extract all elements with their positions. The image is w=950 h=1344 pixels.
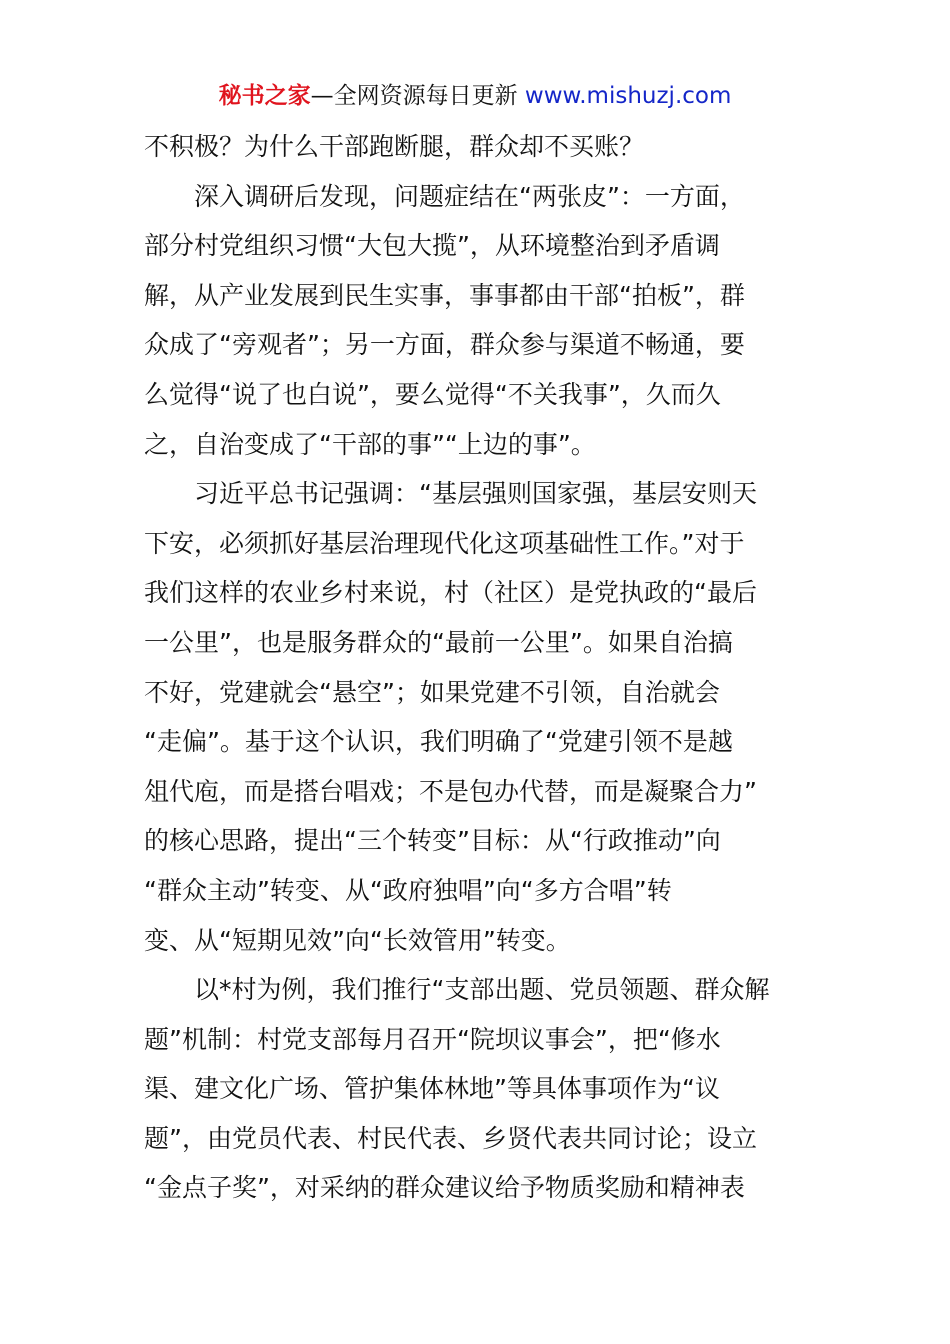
text-line: 俎代庖，而是搭台唱戏；不是包办代替，而是凝聚合力” [144, 776, 757, 806]
text-line: 以*村为例，我们推行“支部出题、党员领题、群众解 [194, 975, 770, 1005]
text-line: 渠、建文化广场、管护集体林地”等具体事项作为“议 [144, 1074, 720, 1104]
text-line: 不积极？为什么干部跑断腿，群众却不买账？ [144, 132, 645, 161]
text-line: 习近平总书记强调：“基层强则国家强，基层安则天 [194, 479, 757, 509]
text-line: “群众主动”转变、从“政府独唱”向“多方合唱”转 [144, 875, 672, 905]
text-line: 题”，由党员代表、村民代表、乡贤代表共同讨论；设立 [144, 1123, 757, 1153]
text-line: 解，从产业发展到民生实事，事事都由干部“拍板”，群 [144, 280, 745, 310]
text-line: 的核心思路，提出“三个转变”目标：从“行政推动”向 [144, 826, 721, 856]
header-tagline: —全网资源每日更新 [310, 83, 518, 109]
text-line: 么觉得“说了也白说”，要么觉得“不关我事”，久而久 [144, 379, 721, 409]
text-line: 一公里”，也是服务群众的“最前一公里”。如果自治搞 [144, 627, 733, 657]
text-line: “走偏”。基于这个认识，我们明确了“党建引领不是越 [144, 727, 733, 757]
text-line: 我们这样的农业乡村来说，村（社区）是党执政的“最后 [144, 578, 757, 608]
site-url[interactable]: www.mishuzj.com [524, 83, 732, 109]
text-line: 之，自治变成了“干部的事”“上边的事”。 [144, 429, 596, 459]
brand-name: 秘书之家 [218, 83, 311, 109]
page-header [0, 80, 950, 112]
text-line: 不好，党建就会“悬空”；如果党建不引领，自治就会 [144, 677, 720, 707]
text-line: 众成了“旁观者”；另一方面，群众参与渠道不畅通，要 [144, 330, 745, 360]
text-line: 下安，必须抓好基层治理现代化这项基础性工作。”对于 [144, 528, 745, 558]
text-line: 部分村党组织习惯“大包大揽”，从环境整治到矛盾调 [144, 231, 720, 261]
text-line: 题”机制：村党支部每月召开“院坝议事会”，把“修水 [144, 1024, 721, 1054]
text-line: 深入调研后发现，问题症结在“两张皮”：一方面， [194, 181, 745, 211]
text-line: 变、从“短期见效”向“长效管用”转变。 [144, 925, 571, 955]
body-text [144, 122, 824, 1213]
text-line: “金点子奖”，对采纳的群众建议给予物质奖励和精神表 [144, 1173, 745, 1203]
